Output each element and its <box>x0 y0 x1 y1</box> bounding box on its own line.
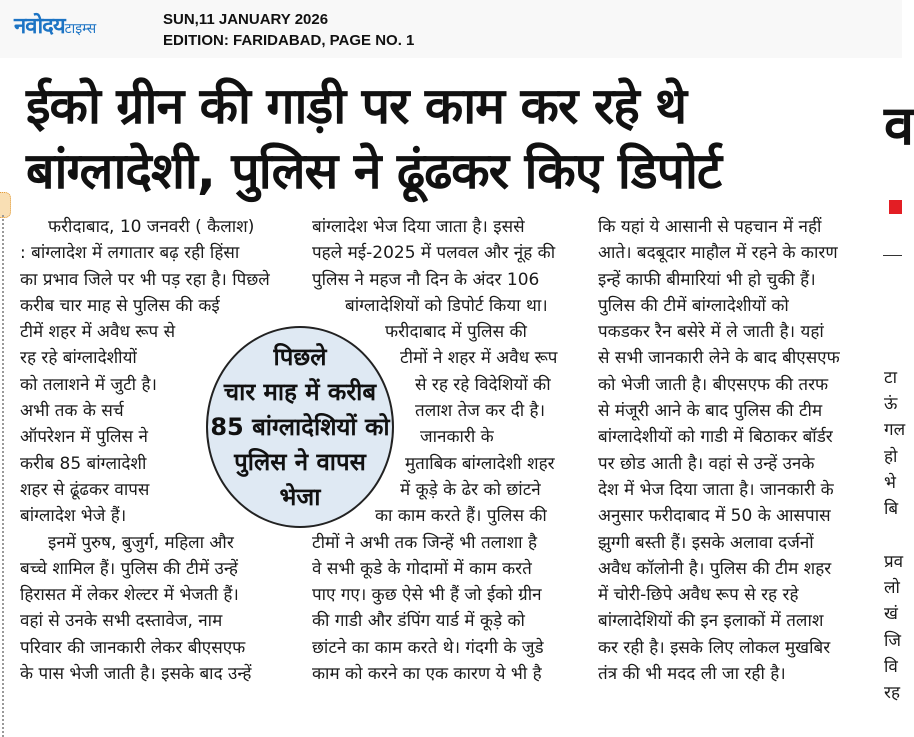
article-text-line: पहले मई-2025 में पलवल और नूंह की <box>312 243 556 264</box>
next-article-text-fragment: बि <box>884 499 899 520</box>
callout-line: चार माह में करीब <box>223 377 377 406</box>
article-text-line: पकडकर रैन बसेरे में ले जाती है। यहां <box>598 322 824 343</box>
next-article-text-fragment <box>884 233 914 259</box>
article-text-line: पाए गए। कुछ ऐसे भी हैं जो ईको ग्रीन <box>312 585 542 606</box>
article-text-line: वहां से उनके सभी दस्तावेज, नाम <box>20 611 223 632</box>
article-text-line: करीब 85 बांग्लादेशी <box>20 453 147 474</box>
newspaper-logo <box>14 10 96 40</box>
article-text-line: के पास भेजी जाती है। इसके बाद उन्हें <box>20 664 252 685</box>
next-article-text-fragment: जि <box>884 630 902 651</box>
next-article-text-fragment <box>884 260 914 286</box>
article-text-line: टीमों ने शहर में अवैध रूप <box>400 348 558 369</box>
next-article-text-fragment <box>884 312 914 338</box>
article-text-line: पुलिस की टीमें बांग्लादेशीयों को <box>598 295 789 316</box>
issue-date: SUN,11 JANUARY 2026 <box>163 11 329 28</box>
article-text-line: को भेजी जाती है। बीएसएफ की तरफ <box>598 374 829 395</box>
article-text-line: ऑपरेशन में पुलिस ने <box>20 427 148 448</box>
next-article-text-fragment: रह <box>884 683 900 704</box>
next-article-text-fragment: लो <box>884 578 900 599</box>
article-text-line: से रह रहे विदेशियों की <box>415 374 551 395</box>
article-text-line: फरीदाबाद में पुलिस की <box>385 322 527 343</box>
next-article-text-fragment: भे <box>884 472 896 493</box>
article-text-line: में चोरी-छिपे अवैध रूप से रह रहे <box>598 585 799 606</box>
callout-line: 85 बांग्लादेशियों को <box>210 412 390 441</box>
article-text-line: टीमें शहर में अवैध रूप से <box>20 322 176 343</box>
next-article-headline-fragment: व <box>884 94 914 157</box>
article-text-line: बच्चे शामिल हैं। पुलिस की टीमें उन्हें <box>20 558 238 579</box>
article-text-line: : बांग्लादेश में लगातार बढ़ रही हिंसा <box>20 243 240 264</box>
article-text-line: झुग्गी बस्ती हैं। इसके अलावा दर्जनों <box>598 532 814 553</box>
edition-info <box>163 9 414 51</box>
callout-line: पिछले <box>273 342 327 371</box>
next-article-column-fragment <box>884 207 914 707</box>
pull-quote-callout <box>206 326 394 528</box>
top-bar <box>0 0 902 58</box>
next-article-text-fragment: वि <box>884 657 898 678</box>
next-article-text-fragment: गल <box>884 420 906 441</box>
article-text-line: में कूड़े के ढेर को छांटने <box>400 479 541 500</box>
article-text-line: बांग्लादेशियों की इन इलाकों में तलाश <box>598 611 824 632</box>
next-article-text-fragment: प्रव <box>884 551 904 572</box>
article-text-line: काम को करने का एक कारण ये भी है <box>312 664 542 685</box>
article-text-line: हिरासत में लेकर शेल्टर में भेजती हैं। <box>20 585 239 606</box>
article-text-line: कर रही है। इसके लिए लोकल मुखबिर <box>598 637 831 658</box>
article-text-line: बांग्लादेश भेजे हैं। <box>20 506 127 527</box>
article-text-line: अभी तक के सर्च <box>20 401 124 422</box>
headline-line-1: ईको ग्रीन की गाड़ी पर काम कर रहे थे <box>26 77 687 135</box>
article-text-line: शहर से ढूंढकर वापस <box>20 479 150 500</box>
article-text-line: पुलिस ने महज नौ दिन के अंदर 106 <box>312 269 540 290</box>
article-text-line: इनमें पुरुष, बुजुर्ग, महिला और <box>48 532 234 553</box>
article-text-line: जानकारी के <box>420 427 494 448</box>
article-text-line: वे सभी कूडे के गोदामों में काम करते <box>312 558 532 579</box>
edition-page: EDITION: FARIDABAD, PAGE NO. 1 <box>163 32 415 49</box>
callout-line: पुलिस ने वापस <box>234 447 366 476</box>
article-text-line: का प्रभाव जिले पर भी पड़ रहा है। पिछले <box>20 269 270 290</box>
article-text-line: इन्हें काफी बीमारियां भी हो चुकी हैं। <box>598 269 816 290</box>
article-text-line: फरीदाबाद, 10 जनवरी ( कैलाश) <box>48 217 255 237</box>
next-article-text-fragment: खं <box>884 604 898 625</box>
article-text-line: मुताबिक बांग्लादेशी शहर <box>405 453 555 474</box>
next-article-text-fragment: हो <box>884 446 898 467</box>
article-text-line: बांग्लादेश भेज दिया जाता है। इससे <box>312 217 525 237</box>
next-article-text-fragment <box>884 523 914 549</box>
next-article-text-fragment <box>884 286 914 312</box>
article-text-line: से सभी जानकारी लेने के बाद बीएसएफ <box>598 348 840 369</box>
next-article-text-fragment <box>884 207 914 233</box>
next-article-text-fragment: टा <box>884 367 897 388</box>
article-text-line: परिवार की जानकारी लेकर बीएसएफ <box>20 637 246 658</box>
article-text-line: तलाश तेज कर दी है। <box>415 401 546 422</box>
article-text-line: अवैध कॉलोनी है। पुलिस की टीम शहर <box>598 558 832 579</box>
callout-line: भेजा <box>279 482 321 511</box>
article-text-line: का काम करते हैं। पुलिस की <box>375 506 547 527</box>
article-text-line: करीब चार माह से पुलिस की कई <box>20 295 220 316</box>
article-text-line: छांटने का काम करते थे। गंदगी के जुडे <box>312 637 544 658</box>
article-text-line: तंत्र की भी मदद ली जा रही है। <box>598 664 786 685</box>
article-text-line: आते। बदबूदार माहौल में रहने के कारण <box>598 243 838 264</box>
left-edge-divider <box>2 215 4 737</box>
article-text-line: टीमों ने अभी तक जिन्हें भी तलाशा है <box>312 532 537 553</box>
logo-sub: टाइम्स <box>64 21 97 37</box>
article-text-line: रह रहे बांग्लादेशीयों <box>20 348 137 369</box>
article-column-3 <box>598 214 870 687</box>
article-text-line: को तलाशने में जुटी है। <box>20 374 157 395</box>
article-text-line: की गाडी और डंपिंग यार्ड में कूड़े को <box>312 611 525 632</box>
article-text-line: अनुसार फरीदाबाद में 50 के आसपास <box>598 506 831 527</box>
article-text-line: कि यहां ये आसानी से पहचान में नहीं <box>598 217 822 237</box>
logo-main: नवोदय <box>14 14 65 39</box>
article-text-line: बांग्लादेशियों को डिपोर्ट किया था। <box>345 295 548 316</box>
next-article-text-fragment <box>884 338 914 364</box>
next-article-text-fragment: ऊं <box>884 394 898 415</box>
headline-line-2: बांग्लादेशी, पुलिस ने ढूंढकर किए डिपोर्ट <box>26 142 722 200</box>
article-text-line: पर छोड आती है। वहां से उन्हें उनके <box>598 453 815 474</box>
article-text-line: से मंजूरी आने के बाद पुलिस की टीम <box>598 401 823 422</box>
article-text-line: देश में भेज दिया जाता है। जानकारी के <box>598 479 834 500</box>
article-text-line: बांग्लादेशीयों को गाडी में बिठाकर बॉर्डर <box>598 427 833 448</box>
